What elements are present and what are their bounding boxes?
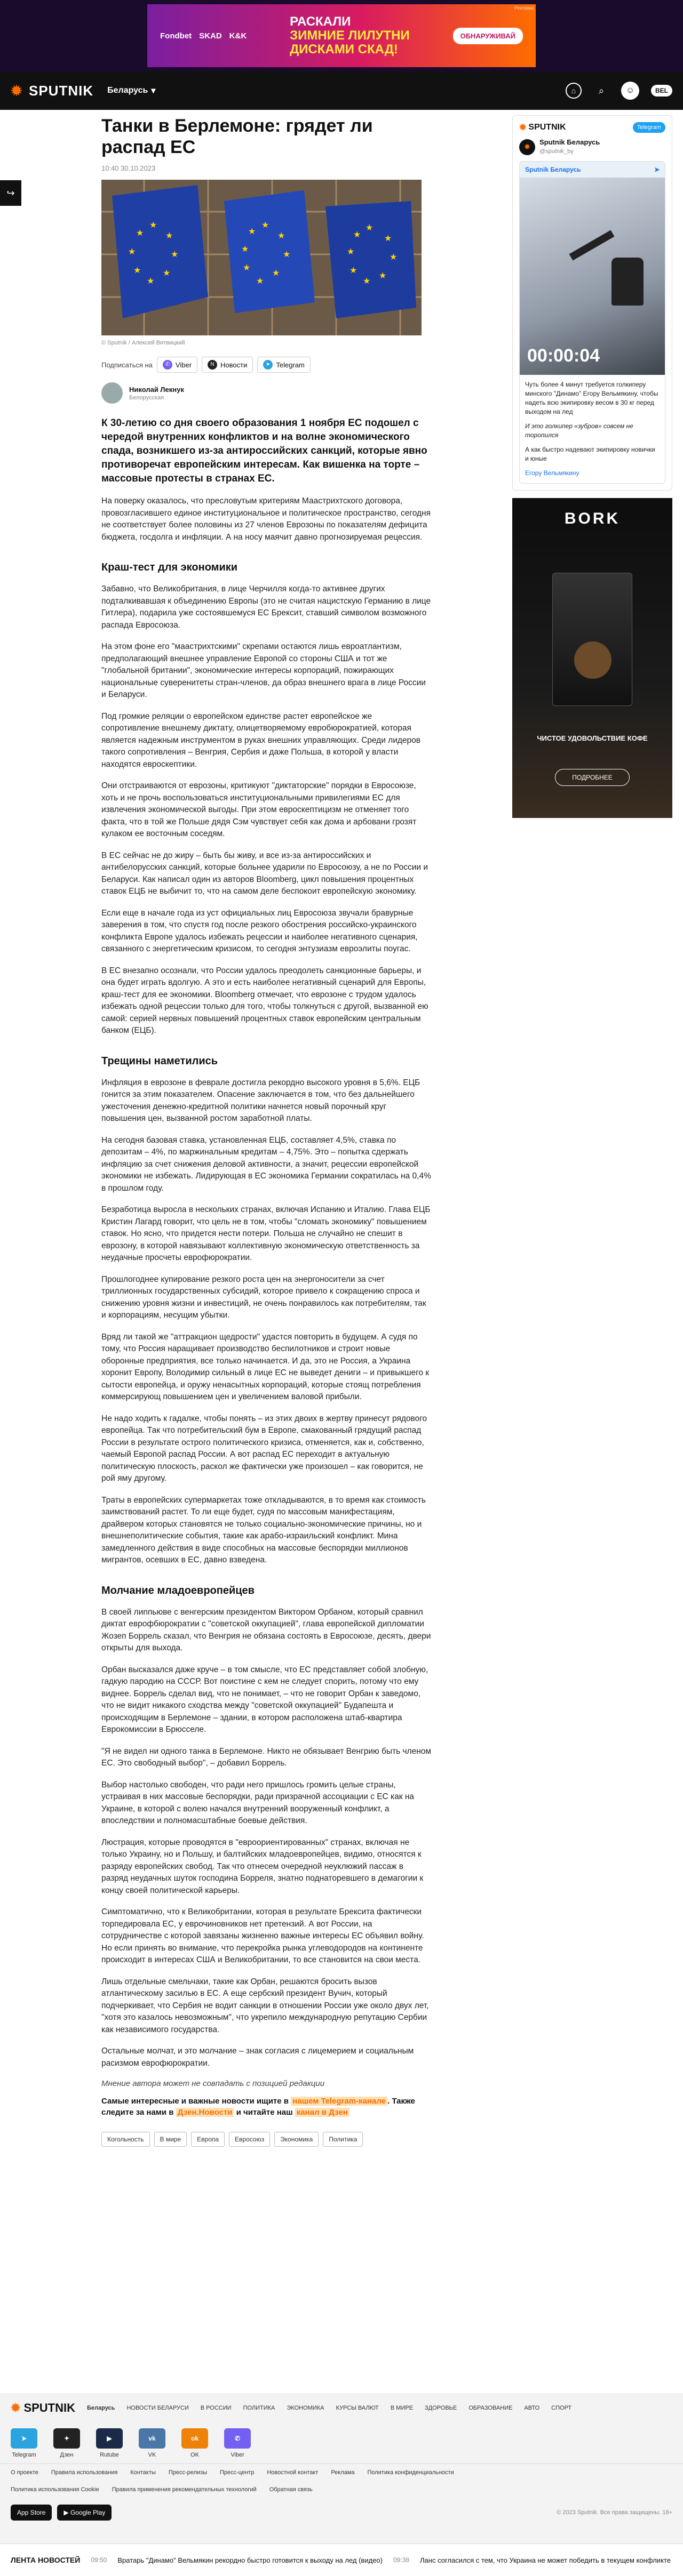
telegram-channel-link[interactable]: нашем Telegram-канале bbox=[291, 2097, 387, 2106]
svg-text:★: ★ bbox=[163, 268, 171, 278]
ad-logo-2: SKAD bbox=[199, 31, 222, 41]
eu-flags-illustration bbox=[101, 180, 422, 335]
play-icon: ▶ bbox=[63, 2509, 69, 2516]
hockey-stick bbox=[569, 230, 615, 260]
footer-nav-item[interactable]: ЭКОНОМИКА bbox=[287, 2405, 324, 2411]
user-icon[interactable]: ☺ bbox=[621, 82, 639, 100]
footer-link[interactable]: Обратная связь bbox=[269, 2486, 313, 2493]
ticker-news-item[interactable]: Ланс согласился с тем, что Украина не может победить в текущем конфликте bbox=[420, 2556, 671, 2564]
section-heading: Молчание младоевропейцев bbox=[101, 1584, 255, 1596]
ok-icon: ok bbox=[181, 2428, 208, 2449]
social-links bbox=[0, 2423, 683, 2463]
news-label: Новости bbox=[220, 360, 248, 369]
subscribe-viber-button[interactable] bbox=[157, 357, 197, 373]
promo-text: . Также следите за нами в bbox=[101, 2097, 415, 2117]
paragraph: Выбор настолько свободен, что ради него пришлось громить целые страны, устраивая в них массовые беспорядки, ради призрачной ассоциации с ЕС как на Украине, в которой с волею начался внутренний вооруженный конфликт, а впоследствии и полномасштабные боевые действия. bbox=[101, 1780, 415, 1825]
editorial-note: Мнение автора может не совпадать с позицией редакции bbox=[101, 2079, 325, 2088]
language-switch[interactable]: BEL bbox=[651, 85, 672, 97]
subscribe-label: Подписаться на bbox=[101, 360, 153, 369]
footer-nav-item[interactable]: АВТО bbox=[524, 2405, 540, 2411]
region-label: Беларусь bbox=[107, 86, 148, 95]
social-label: Telegram bbox=[12, 2452, 36, 2458]
footer-nav-item[interactable]: ПОЛИТИКА bbox=[243, 2405, 275, 2411]
author-block[interactable] bbox=[101, 382, 432, 404]
news-icon: N bbox=[208, 360, 217, 370]
news-ticker bbox=[0, 2543, 683, 2576]
footer-logo[interactable] bbox=[11, 2401, 75, 2415]
footer-link[interactable]: Новостной контакт bbox=[267, 2469, 319, 2476]
svg-text:★: ★ bbox=[384, 233, 392, 243]
ticker-time: 09:38 bbox=[393, 2556, 410, 2564]
section-heading: Трещины наметились bbox=[101, 1055, 218, 1067]
social-label: Rutube bbox=[100, 2452, 119, 2458]
channel-name: Sputnik Беларусь bbox=[539, 138, 600, 146]
footer-nav-item[interactable]: В МИРЕ bbox=[390, 2405, 414, 2411]
footer-link[interactable]: Контакты bbox=[130, 2469, 156, 2476]
top-ad-area[interactable] bbox=[0, 0, 683, 71]
ad-headline-1: РАСКАЛИ bbox=[290, 14, 351, 29]
article-body bbox=[101, 495, 432, 2118]
ad-headline-2: ЗИМНИЕ ЛИЛУТНИ bbox=[290, 28, 410, 43]
article bbox=[101, 115, 432, 2147]
tag[interactable]: В мире bbox=[154, 2132, 187, 2147]
telegram-icon: ➤ bbox=[263, 360, 273, 370]
svg-text:★: ★ bbox=[379, 270, 387, 280]
sputnik-logo-icon: ✹ bbox=[11, 2401, 21, 2414]
hero-image bbox=[101, 180, 422, 335]
promo-text: и читайте наш bbox=[236, 2108, 293, 2117]
copyright: © 2023 Sputnik. Все права защищены. 18+ bbox=[557, 2509, 672, 2516]
footer-link[interactable]: О проекте bbox=[11, 2469, 38, 2476]
app-store-button[interactable] bbox=[11, 2505, 52, 2521]
subscribe-bar bbox=[101, 357, 432, 373]
paragraph: Безработица выросла в нескольких странах, включая Испанию и Италию. Глава ЕЦБ Кристин Лагард говорит, что цель не в том, чтобы "сломать экономику" повышением ставок. Но ясно, что придется нести потери. Польша не случайно не спешит в еврозону, в которой навязывают коллективную экономическую ответственность за неудачные просчеты еврофюрократии. bbox=[101, 1205, 431, 1262]
sputnik-logo-icon: ✹ bbox=[11, 83, 23, 99]
footer-link[interactable]: Реклама bbox=[331, 2469, 355, 2476]
avatar bbox=[101, 382, 123, 404]
ticker-time: 09:50 bbox=[91, 2556, 107, 2564]
svg-text:★: ★ bbox=[366, 222, 374, 232]
site-logo[interactable] bbox=[11, 83, 93, 99]
paragraph: На сегодня базовая ставка, установленная ЕЦБ, составляет 4,5%, ставка по депозитам – 4%, по маржинальным кредитам – 4,75%. Это – попытка сдержать инфляцию за счет снижения деловой активности, а значит, рецессии европейской экономики не избежать. Лидирующая в ЕС экономика Германии сократилась на 0,4% в прошлом году. bbox=[101, 1135, 431, 1193]
svg-text:★: ★ bbox=[243, 262, 251, 272]
feed-text: А как быстро надевают экипировку новички и юные bbox=[525, 446, 655, 462]
image-caption: © Sputnik / Алексей Витвицкий bbox=[101, 340, 185, 346]
svg-text:★: ★ bbox=[171, 249, 179, 259]
paragraph: Траты в европейских супермаркетах тоже откладываются, в то время как стоимость заимствований растет. То ли еще будет, судя по массовым манифестациям, драйвером которых становятся не только социально-экономические причины, но и внешнеполитические события, такие как арабо-израильский конфликт. Мина замедленного действия в виде способных на массовые беспорядки миллионов мигрантов, осевших в ЕС, давно взведена. bbox=[101, 1495, 426, 1564]
sputnik-logo-icon: ✹ bbox=[519, 123, 527, 132]
footer-link[interactable]: Правила использования bbox=[51, 2469, 118, 2476]
ad-label: Реклама bbox=[514, 5, 534, 11]
search-icon[interactable]: ⌕ bbox=[598, 85, 605, 96]
paragraph: Остальные молчат, и это молчание – знак согласия с лицемерием и социальным расизмом еврофюрократии. bbox=[101, 2047, 414, 2068]
paragraph: Люстрация, которые проводятся в "евроориентированных" странах, включая не только Украину, но и Польшу, и балтийских младоевропейцев, видимо, относятся к разряду европейских свобод. Так что отнесем очередной неуклюжий пассаж в разряд неудачных шуток господина Борреля, знатно поднаторевшего в демагогии к концу своей политической карьеры. bbox=[101, 1837, 424, 1895]
coffee-machine-image bbox=[552, 573, 632, 706]
footer-link[interactable]: Пресс-центр bbox=[220, 2469, 255, 2476]
telegram-icon: ➤ bbox=[654, 166, 660, 173]
social-dzen[interactable] bbox=[53, 2428, 80, 2458]
region-selector[interactable] bbox=[107, 85, 155, 96]
social-label: Viber bbox=[231, 2452, 244, 2458]
viber-label: Viber bbox=[175, 360, 192, 369]
svg-text:★: ★ bbox=[350, 265, 358, 275]
svg-text:★: ★ bbox=[272, 268, 280, 278]
tag[interactable]: Когольность bbox=[101, 2132, 150, 2147]
ad-cta-button[interactable]: ОБНАРУЖИВАЙ bbox=[453, 28, 523, 44]
ad-more-button[interactable]: ПОДРОБНЕЕ bbox=[555, 769, 630, 786]
footer-nav bbox=[0, 2393, 683, 2423]
app-label: Google Play bbox=[70, 2509, 106, 2516]
paragraph: Прошлогоднее купирование резкого роста цен на энергоносители за счет триллионных государственных субсидий, которое привело к сокращению спроса и снижению уровня жизни и инвестиций, не очень понравилось как потребителям, так и корпорациям, несущим убытки. bbox=[101, 1274, 426, 1320]
footer-links bbox=[0, 2463, 683, 2481]
video-timer: 00:00:04 bbox=[527, 346, 600, 366]
paragraph: Если еще в начале года из уст официальных лиц Евросоюза звучали бравурные заверения в том, что спустя год после резкого обострения российско-украинского конфликта Европе удалось избежать рецессии и наиболее негативного сценария, связанного с энергетическим кризисом, то сегодня энтузиазм евроэлиты поугас. bbox=[101, 908, 418, 953]
telegram-feed bbox=[519, 161, 665, 484]
svg-text:★: ★ bbox=[128, 246, 136, 256]
footer-nav-item[interactable]: В РОССИИ bbox=[200, 2405, 232, 2411]
ad-logos bbox=[160, 31, 247, 41]
footer-nav-item[interactable]: НОВОСТИ БЕЛАРУСИ bbox=[126, 2405, 189, 2411]
logo-text: SPUTNIK bbox=[29, 82, 94, 99]
top-ad-banner[interactable] bbox=[147, 4, 536, 67]
sidebar bbox=[512, 115, 672, 818]
widget-logo-text: SPUTNIK bbox=[528, 123, 566, 132]
viber-icon: ✆ bbox=[163, 360, 172, 370]
paragraph: На этом фоне его "маастрихтскими" скрепами остаются лишь евроатлантизм, предполагающий внешнее управление Европой со стороны США и тот же "глобальной британии", экономические интересы корпораций, пожирающих национальные суверенитеты стран-членов, да образ внешнего врага в лице России и Беларуси. bbox=[101, 642, 426, 699]
footer-nav-item[interactable]: ЗДОРОВЬЕ bbox=[425, 2405, 457, 2411]
telegram-icon: ➤ bbox=[11, 2428, 37, 2449]
footer-link[interactable]: Политика использования Cookie bbox=[11, 2486, 99, 2493]
footer-nav-item[interactable]: СПОРТ bbox=[551, 2405, 572, 2411]
footer-nav-item[interactable]: КУРСЫ ВАЛЮТ bbox=[336, 2405, 379, 2411]
tag[interactable]: Евросоюз bbox=[229, 2132, 270, 2147]
footer-logo-text: SPUTNIK bbox=[23, 2401, 75, 2414]
ad-logo-1: Fondbet bbox=[160, 31, 192, 41]
paragraph: Не надо ходить к гадалке, чтобы понять – из этих двоих в жертву принесут рядового европейца. Так что потребительский бум в Европе, смакованный грядущий распад России в результате острого политического кризиса, отменяется, как и, собственно, чаемый Европой распад России. А вот распад ЕС переходит в актуальную политическую плоскость, раскол же фактически уже произошел – как говорится, не рой яму другому. bbox=[101, 1414, 427, 1483]
social-viber[interactable] bbox=[224, 2428, 251, 2458]
ad-headline-3: ДИСКАМИ СКАД! bbox=[290, 42, 398, 57]
share-icon: ↪ bbox=[6, 187, 15, 198]
paragraph: Инфляция в еврозоне в феврале достигла рекордно высокого уровня в 5,6%. ЕЦБ гонится за этим показателем. Опасение заключается в том, что без дальнейшего ужесточения денежно-кредитной политики начнется новый порочный круг повышения цен, вызванной ростом заработной платы. bbox=[101, 1078, 420, 1123]
home-icon[interactable]: ⌂ bbox=[566, 83, 582, 99]
paragraph: На поверку оказалось, что пресловутым критериям Маастрихтского договора, провозгласившего единое институциональное и политическое пространство, сегодня не соответствует более половины из 27 членов Еврозоны по показателям дефицита бюджета, госдолга и инфляции. А на носу маячит давно прогнозируемая рецессия. bbox=[101, 496, 431, 542]
feed-title: Sputnik Беларусь bbox=[525, 166, 581, 173]
social-rutube[interactable] bbox=[96, 2428, 123, 2458]
svg-text:★: ★ bbox=[277, 230, 285, 240]
dzen-news-link[interactable]: Дзен.Новости bbox=[176, 2108, 234, 2117]
article-date: 10:40 30.10.2023 bbox=[101, 164, 156, 172]
paragraph: В своей лиnпьюве с венгерским президентом Виктором Орбаном, который сравнил диктат еврофбюрократии с "советской оккупацией", глава европейской дипломатии Жозеп Боррель сказал, что Венгрия не обязана состоять в Евросоюзе, десять, двери открыты для выхода. bbox=[101, 1607, 431, 1652]
dzen-channel-link[interactable]: канал в Дзен bbox=[295, 2108, 350, 2117]
tag[interactable]: Экономика bbox=[274, 2132, 319, 2147]
paragraph: Лишь отдельные смельчаки, такие как Орбан, решаются бросить вызов атлантическому засилью в ЕС. А еще сербский президент Вучич, который подчеркивает, что Сербия не водит санкции в отношении России уже около двух лет, "хотя это казалось невозможным", что укрепило международную репутацию Сербии как независимого государства. bbox=[101, 1977, 429, 2034]
feed-link[interactable]: Егору Вельмякину bbox=[525, 469, 579, 477]
site-header bbox=[0, 71, 683, 110]
footer-link[interactable]: Пресс-релизы bbox=[168, 2469, 207, 2476]
subscribe-telegram-button[interactable] bbox=[257, 357, 310, 373]
paragraph: "Я не видел ни одного танка в Берлемоне. Никто не обязывает Венгрию быть членом ЕС. Это свободный выбор", – добавил Боррель. bbox=[101, 1746, 432, 1768]
widget-telegram-button[interactable]: Telegram bbox=[633, 122, 665, 133]
svg-text:★: ★ bbox=[390, 252, 398, 262]
chevron-down-icon: ▾ bbox=[151, 86, 156, 95]
social-label: VK bbox=[148, 2452, 156, 2458]
svg-text:★: ★ bbox=[241, 244, 249, 254]
page-title: Танки в Берлемоне: грядет ли распад ЕС bbox=[101, 116, 373, 157]
svg-text:★: ★ bbox=[261, 220, 269, 230]
ad-slogan: ЧИСТОЕ УДОВОЛЬСТВИЕ КОФЕ bbox=[537, 734, 648, 742]
subscribe-news-button[interactable] bbox=[202, 357, 253, 373]
feed-video[interactable] bbox=[520, 178, 665, 375]
footer-links-secondary bbox=[0, 2481, 683, 2498]
paragraph: Вряд ли такой же "аттракцион щедрости" удастся повторить в будущем. А судя по тому, что Россия наращивает производство беспилотников и строит новые оборонные предприятия, все только начинается. И да, это не Россия, а Украина хоронит Европу, Володимир сильный в лице ЕС не выведет дениги – и привыкшего к сытости европейца, и оружу ненасытных корпораций, которые стоящ потребления коммерсирующ повышением цен и увеличением валовой прибыли. bbox=[101, 1332, 430, 1401]
ad-headline bbox=[290, 15, 410, 57]
google-play-button[interactable] bbox=[57, 2505, 112, 2521]
footer-link[interactable]: Правила применения рекомендательных технологий bbox=[112, 2486, 257, 2493]
viber-icon: ✆ bbox=[224, 2428, 251, 2449]
paragraph: Забавно, что Великобритания, в лице Черчилля когда-то активнее других подталкивавшая к объединению Европы (это не считая нацистскую Германию в лице Гитлера), подарила уже состоявшемуся ЕС Брексит, ставший символом возможного распада Евросоюза. bbox=[101, 584, 431, 630]
paragraph: Симптоматично, что к Великобритании, которая в результате Брексита фактически торпедировала ЕС, у еврочиновников нет претензий. А вот России, на сотрудничестве с которой завязаны жизненно важные интересы ЕС объявил войну. Но если принять во внимание, что перекройка рынка углеводородов на континенте происходит в интересах США и Великобритании, то все становится на свои места. bbox=[101, 1907, 424, 1964]
promo-text: Самые интересные и важные новости ищите в bbox=[101, 2097, 289, 2106]
svg-text:★: ★ bbox=[165, 230, 173, 240]
tag-list bbox=[101, 2132, 432, 2147]
svg-text:★: ★ bbox=[147, 276, 155, 286]
header-actions bbox=[566, 82, 672, 100]
dzen-icon: ✦ bbox=[53, 2428, 80, 2449]
svg-text:★: ★ bbox=[283, 249, 291, 259]
share-button[interactable] bbox=[0, 180, 21, 206]
social-label: Дзен bbox=[60, 2452, 74, 2458]
svg-text:★: ★ bbox=[133, 265, 141, 275]
section-heading: Краш-тест для экономики bbox=[101, 561, 238, 573]
svg-text:★: ★ bbox=[347, 246, 355, 256]
feed-text: И это голкипер «зубров» совсем не торопился bbox=[525, 422, 633, 439]
telegram-label: Telegram bbox=[276, 360, 305, 369]
feed-text: Чуть более 4 минут требуется голкиперу минского "Динамо" Егору Вельмякину, чтобы надеть всю экипировку весом в 30 кг перед выходом на лед bbox=[525, 381, 658, 415]
tag[interactable]: Политика bbox=[323, 2132, 363, 2147]
widget-logo bbox=[519, 122, 566, 133]
social-telegram[interactable] bbox=[11, 2428, 37, 2458]
article-lead: К 30-летию со дня своего образования 1 ноября ЕС подошел с чередой внутренних конфликтов и на волне экономического спада, возникшего из-за антироссийских санкций, которые явно противоречат европейским интересам. Как вишенка на торте – массовые протесты в странах ЕС. bbox=[101, 418, 427, 484]
footer-nav-item[interactable]: ОБРАЗОВАНИЕ bbox=[468, 2405, 513, 2411]
feed-post bbox=[520, 375, 665, 483]
footer-link[interactable]: Политика конфиденциальности bbox=[367, 2469, 454, 2476]
social-ok[interactable] bbox=[181, 2428, 208, 2458]
paragraph: В ЕС сейчас не до жиру – быть бы живу, и все из-за антироссийских и антибелорусских санкций, которые больнее ударили по Евросоюзу, а не по России и Беларуси. Как написал один из авторов Bloomberg, цикл повышения процентных ставок ЕЦБ не выбичит то, что на самом деле беспокоит европейскую экономику. bbox=[101, 850, 428, 896]
side-ad-banner[interactable] bbox=[512, 498, 672, 818]
social-label: OK bbox=[190, 2452, 199, 2458]
vk-icon: vk bbox=[139, 2428, 165, 2449]
svg-text:★: ★ bbox=[149, 220, 157, 230]
svg-text:★: ★ bbox=[248, 226, 256, 236]
ticker-label[interactable]: ЛЕНТА НОВОСТЕЙ bbox=[11, 2556, 81, 2564]
paragraph: В ЕС внезапно осознали, что России удалось преодолеть санкционные барьеры, и она будет играть вдолгую. А это и есть наиболее негативный сценарий для Европы, краш-тест для ее экономики. Bloomberg отмечает, что еврозоне с трудом удалось избежать одной рецессии только для того, чтобы толкнуться с другой, вызванной ею самой: серией нервных повышений процентных ставок европейским центральным банком (ЕЦБ). bbox=[101, 966, 428, 1035]
app-links bbox=[0, 2498, 683, 2527]
channel-avatar: ✹ bbox=[519, 139, 535, 155]
telegram-widget bbox=[512, 115, 672, 491]
feed-header bbox=[520, 162, 665, 178]
tag[interactable]: Европа bbox=[191, 2132, 225, 2147]
channel-handle: @sputnik_by bbox=[539, 148, 574, 155]
author-role: Белорусская bbox=[129, 394, 164, 401]
app-label: App Store bbox=[17, 2509, 46, 2516]
footer-region[interactable]: Беларусь bbox=[87, 2405, 115, 2411]
svg-text:★: ★ bbox=[136, 228, 144, 238]
ad-brand: BORK bbox=[564, 510, 621, 527]
rutube-icon: ▶ bbox=[96, 2428, 123, 2449]
ad-logo-3: K&K bbox=[229, 31, 247, 41]
paragraph: Под громкие реляции о европейском единстве растет европейское же сопротивление внешнему диктату, олицетворяемому евробюрократией, которая является надежным инструментом в руках внешних управляющих. Среди лидеров такого сопротивления – Венгрия, Сербия и даже Польша, в которой у власти находятся евроскептики. bbox=[101, 711, 421, 769]
social-vk[interactable] bbox=[139, 2428, 165, 2458]
svg-text:★: ★ bbox=[353, 229, 361, 239]
paragraph: Орбан высказался даже круче – в том смысле, что ЕС представляет собой злобную, гадкую пародию на СССР. Вот поистине с кем не следует спорить, потому что ему виднее. Боррель сделал вид, что не понимает, – что не говорит Орбан к заведомо, что не видит никакого сходства между "советской оккупацией" Будапешта и происходящим в Берлемоне – здании, в котором расположена штаб-квартира Еврокомиссии в Брюсселе. bbox=[101, 1665, 428, 1734]
svg-text:★: ★ bbox=[256, 276, 264, 286]
author-name: Николай Лекнук bbox=[129, 385, 184, 394]
svg-text:★: ★ bbox=[363, 276, 371, 286]
subscribe-promo bbox=[101, 2096, 432, 2118]
ticker-news-item[interactable]: Вратарь "Динамо" Вельмякин рекордно быстро готовится к выходу на лед (видео) bbox=[117, 2556, 383, 2564]
paragraph: Они отстраиваются от еврозоны, критикуют "диктаторские" порядки в Евросоюзе, хоть и не прочь воспользоваться институциональными привилегиями ЕС для извлечения экономической выгоды. При этом евроскептицизм не отменяет того факта, что в той же Польше дядя Сэм чувствует себя как дома и арбовани грозят кулаком ее восточным соседям. bbox=[101, 781, 417, 838]
hockey-gear bbox=[611, 258, 644, 306]
